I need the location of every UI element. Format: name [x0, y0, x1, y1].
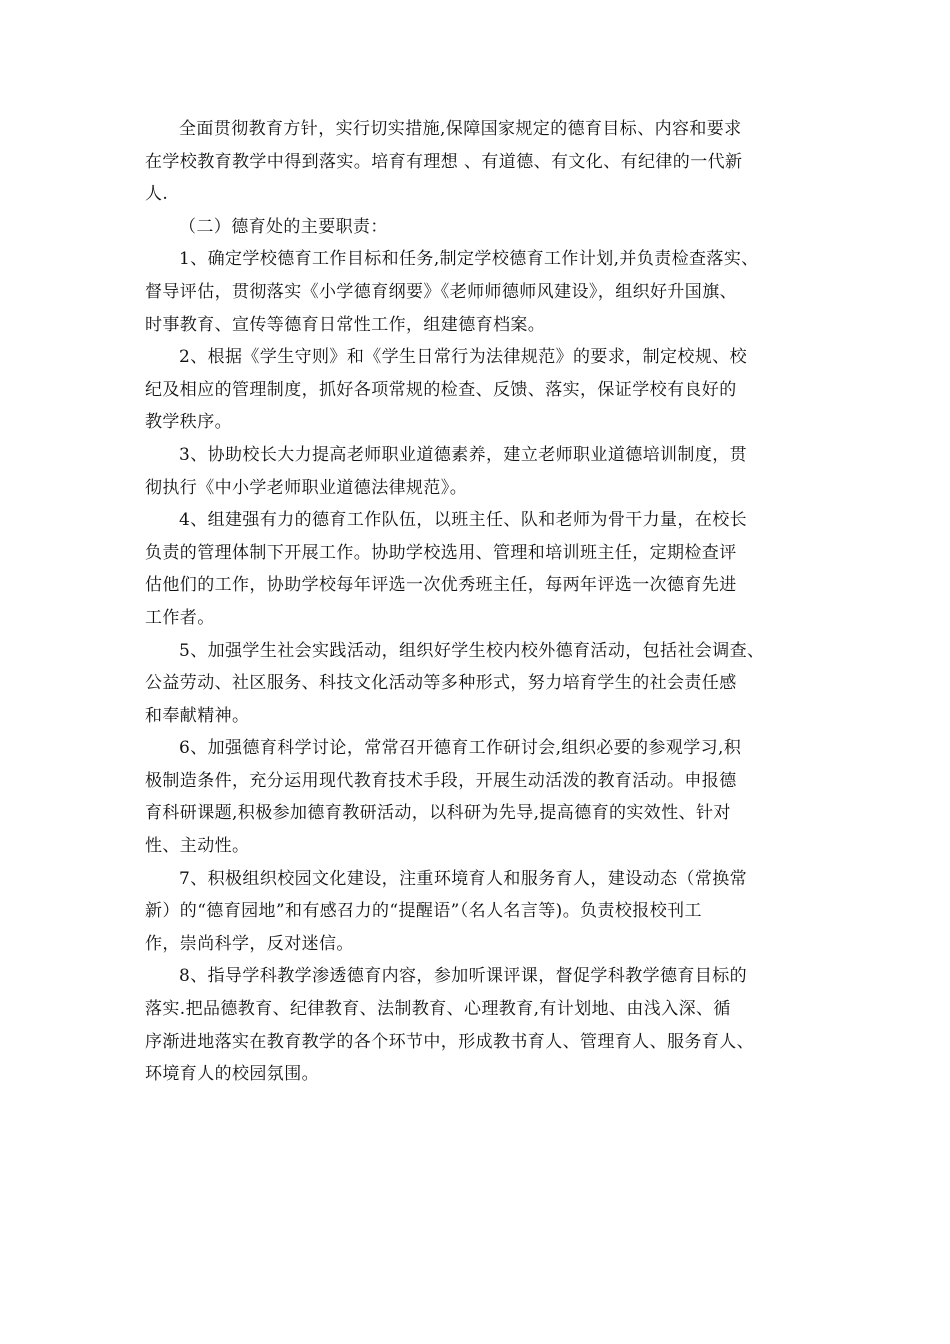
paragraph [145, 960, 825, 1090]
text-line: 工作者。 [145, 607, 215, 628]
text-line: 8、指导学科教学渗透德育内容，参加听课评课，督促学科教学德育目标的 [179, 966, 748, 987]
text-line: 序渐进地落实在教育教学的各个环节中，形成教书育人、管理育人、服务育人、 [145, 1031, 754, 1052]
text-line: 6、加强德育科学讨论，常常召开德育工作研讨会,组织必要的参观学习,积 [179, 738, 742, 759]
paragraph [145, 439, 825, 504]
text-line: 性、主动性。 [145, 836, 250, 857]
text-line: 公益劳动、社区服务、科技文化活动等多种形式，努力培育学生的社会责任感 [145, 673, 737, 694]
text-line: 在学校教育教学中得到落实。培育有理想 、有道德、有文化、有纪律的一代新 [145, 151, 743, 172]
text-line: 彻执行《中小学老师职业道德法律规范》。 [145, 477, 468, 498]
text-line: 新）的“德育园地”和有感召力的“提醒语”（名人名言等)。负责校报校刊工 [145, 901, 702, 922]
text-line: 全面贯彻教育方针，实行切实措施,保障国家规定的德育目标、内容和要求 [179, 119, 742, 139]
text-line: 督导评估，贯彻落实《小学德育纲要》《老师师德师风建设》，组织好升国旗、 [145, 281, 737, 302]
paragraph [145, 113, 825, 211]
text-line: 2、根据《学生守则》和《学生日常行为法律规范》的要求，制定校规、校 [179, 347, 748, 368]
text-line: 4、组建强有力的德育工作队伍，以班主任、队和老师为骨干力量，在校长 [179, 510, 748, 531]
section-heading [145, 211, 825, 244]
text-line: （二）德育处的主要职责： [179, 216, 388, 237]
document-body [145, 113, 825, 1091]
paragraph [145, 732, 825, 862]
text-line: 1、确定学校德育工作目标和任务,制定学校德育工作计划,并负责检查落实、 [179, 249, 759, 270]
paragraph [145, 635, 825, 733]
text-line: 估他们的工作，协助学校每年评选一次优秀班主任，每两年评选一次德育先进 [145, 575, 737, 596]
text-line: 教学秩序。 [145, 412, 232, 433]
text-line: 纪及相应的管理制度，抓好各项常规的检查、反馈、落实，保证学校有良好的 [145, 379, 737, 400]
text-line: 5、加强学生社会实践活动，组织好学生校内校外德育活动，包括社会调查、 [179, 640, 765, 661]
paragraph [145, 863, 825, 961]
text-line: 作，崇尚科学，反对迷信。 [145, 933, 354, 954]
text-line: 负责的管理体制下开展工作。协助学校选用、管理和培训班主任，定期检查评 [145, 542, 737, 563]
text-line: 人. [145, 184, 169, 205]
text-line: 时事教育、宣传等德育日常性工作，组建德育档案。 [145, 314, 546, 335]
text-line: 7、积极组织校园文化建设，注重环境育人和服务育人，建设动态（常换常 [179, 868, 748, 889]
text-line: 3、协助校长大力提高老师职业道德素养，建立老师职业道德培训制度，贯 [179, 444, 748, 465]
text-line: 和奉献精神。 [145, 705, 250, 726]
paragraph [145, 243, 825, 341]
text-line: 极制造条件，充分运用现代教育技术手段，开展生动活泼的教育活动。申报德 [145, 770, 737, 791]
text-line: 落实.把品德教育、纪律教育、法制教育、心理教育,有计划地、由浅入深、循 [145, 999, 731, 1020]
text-line: 育科研课题,积极参加德育教研活动，以科研为先导,提高德育的实效性、针对 [145, 803, 731, 824]
text-line: 环境育人的校园氛围。 [145, 1064, 319, 1085]
paragraph [145, 504, 825, 634]
paragraph [145, 341, 825, 439]
